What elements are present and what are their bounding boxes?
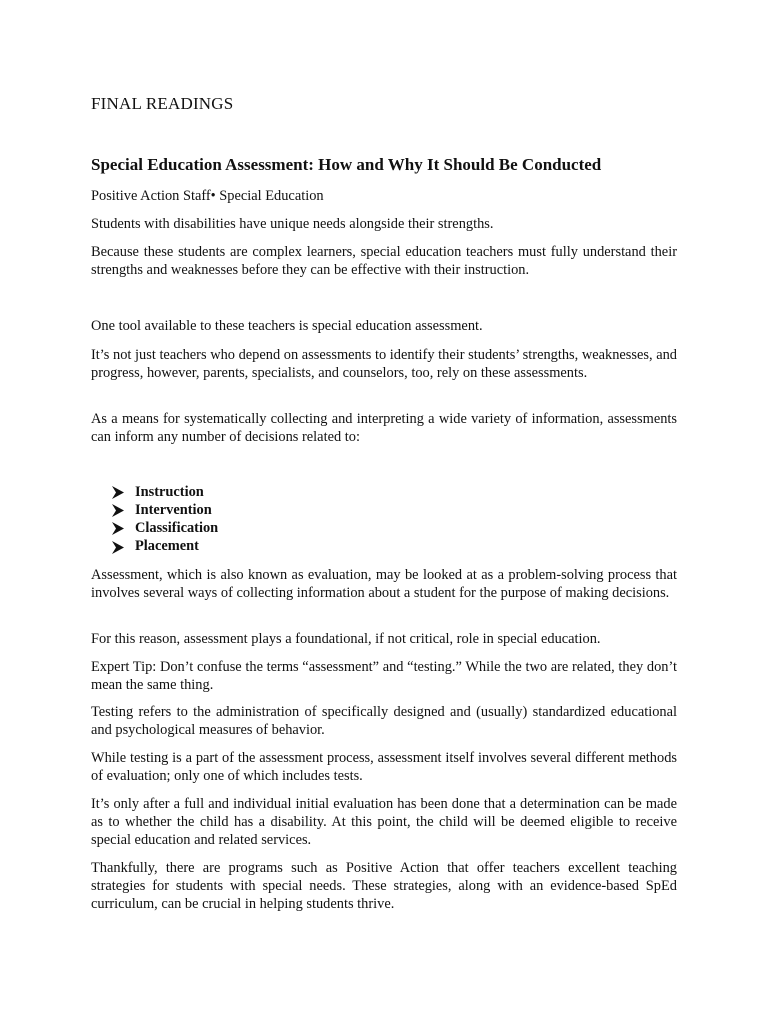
list-item — [111, 538, 218, 556]
arrow-bullet-icon — [111, 519, 135, 537]
list-item — [111, 483, 218, 501]
paragraph-3: One tool available to these teachers is special education assessment. — [91, 318, 483, 334]
paragraph-11: It’s only after a full and individual initial evaluation has been done that a determination can be made as to whether the child has a disability. At this point, the child will be deemed eligible to receive special education and related services. — [91, 796, 677, 849]
arrow-bullet-icon — [111, 483, 135, 501]
arrow-bullet-icon — [111, 538, 135, 556]
list-item — [111, 519, 218, 537]
paragraph-1: Students with disabilities have unique needs alongside their strengths. — [91, 216, 494, 232]
paragraph-2: Because these students are complex learners, special education teachers must fully understand their strengths and weaknesses before they can be effective with their instruction. — [91, 244, 677, 279]
byline: Positive Action Staff• Special Education — [91, 188, 324, 204]
paragraph-6: Assessment, which is also known as evaluation, may be looked at as a problem-solving process that involves several ways of collecting information about a student for the purpose of making decisions. — [91, 567, 677, 602]
paragraph-4: It’s not just teachers who depend on assessments to identify their students’ strengths, weaknesses, and progress, however, parents, specialists, and counselors, too, rely on these assessments. — [91, 347, 677, 382]
paragraph-10: While testing is a part of the assessment process, assessment itself involves several different methods of evaluation; only one of which includes tests. — [91, 750, 677, 785]
list-item-label: Classification — [135, 519, 219, 536]
paragraph-8: Expert Tip: Don’t confuse the terms “assessment” and “testing.” While the two are related, they don’t mean the same thing. — [91, 659, 677, 694]
paragraph-5: As a means for systematically collecting and interpreting a wide variety of information, assessments can inform any number of decisions related to: — [91, 411, 677, 446]
article-title: Special Education Assessment: How and Why It Should Be Conducted — [91, 155, 602, 174]
paragraph-9: Testing refers to the administration of specifically designed and (usually) standardized educational and psychological measures of behavior. — [91, 704, 677, 739]
arrow-bullet-icon — [111, 501, 135, 519]
list-item-label: Instruction — [135, 483, 204, 500]
list-item-label: Intervention — [135, 501, 212, 518]
list-item-label: Placement — [135, 538, 199, 555]
list-item — [111, 501, 218, 519]
paragraph-12: Thankfully, there are programs such as Positive Action that offer teachers excellent teaching strategies for students with special needs. These strategies, along with an evidence-based SpEd curriculum, can be crucial in helping students thrive. — [91, 860, 677, 913]
decision-list — [111, 483, 218, 556]
section-heading: FINAL READINGS — [91, 94, 234, 113]
paragraph-7: For this reason, assessment plays a foundational, if not critical, role in special education. — [91, 631, 601, 647]
